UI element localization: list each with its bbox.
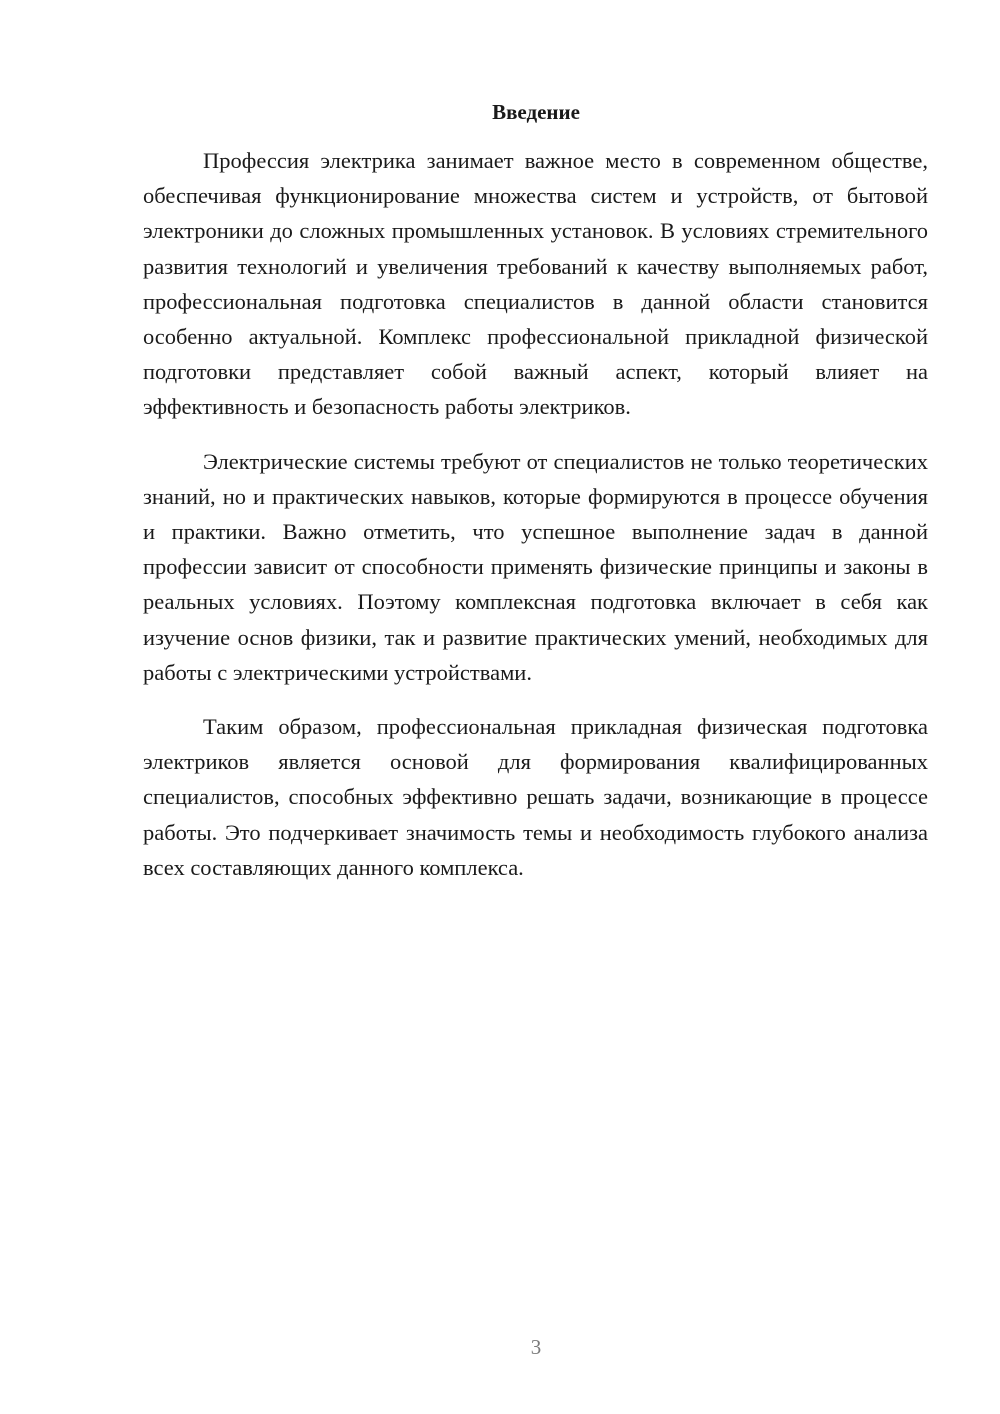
paragraph-3: Таким образом, профессиональная прикладная физическая подготовка электриков является основой для формирования квалифицированных специалистов, способных эффективно решать задачи, возникающие в процессе работы. Это подчеркивает значимость темы и необходимость глубокого анализа всех составляющих данного комплекса.: [143, 714, 928, 880]
page-number: 3: [530, 1335, 542, 1359]
paragraph-1: Профессия электрика занимает важное место в современном обществе, обеспечивая функционирование множества систем и устройств, от бытовой электроники до сложных промышленных установок. В условиях стремительного развития технологий и увеличения требований к качеству выполняемых работ, профессиональная подготовка специалистов в данной области становится особенно актуальной. Комплекс профессиональной прикладной физической подготовки представляет собой важный аспект, который влияет на эффективность и безопасность работы электриков.: [143, 148, 928, 420]
paragraph-2: Электрические системы требуют от специалистов не только теоретических знаний, но и практических навыков, которые формируются в процессе обучения и практики. Важно отметить, что успешное выполнение задач в данной профессии зависит от способности применять физические принципы и законы в реальных условиях. Поэтому комплексная подготовка включает в себя как изучение основ физики, так и развитие практических умений, необходимых для работы с электрическими устройствами.: [143, 448, 928, 685]
section-heading: Введение: [492, 100, 580, 124]
body-text: [143, 143, 928, 904]
